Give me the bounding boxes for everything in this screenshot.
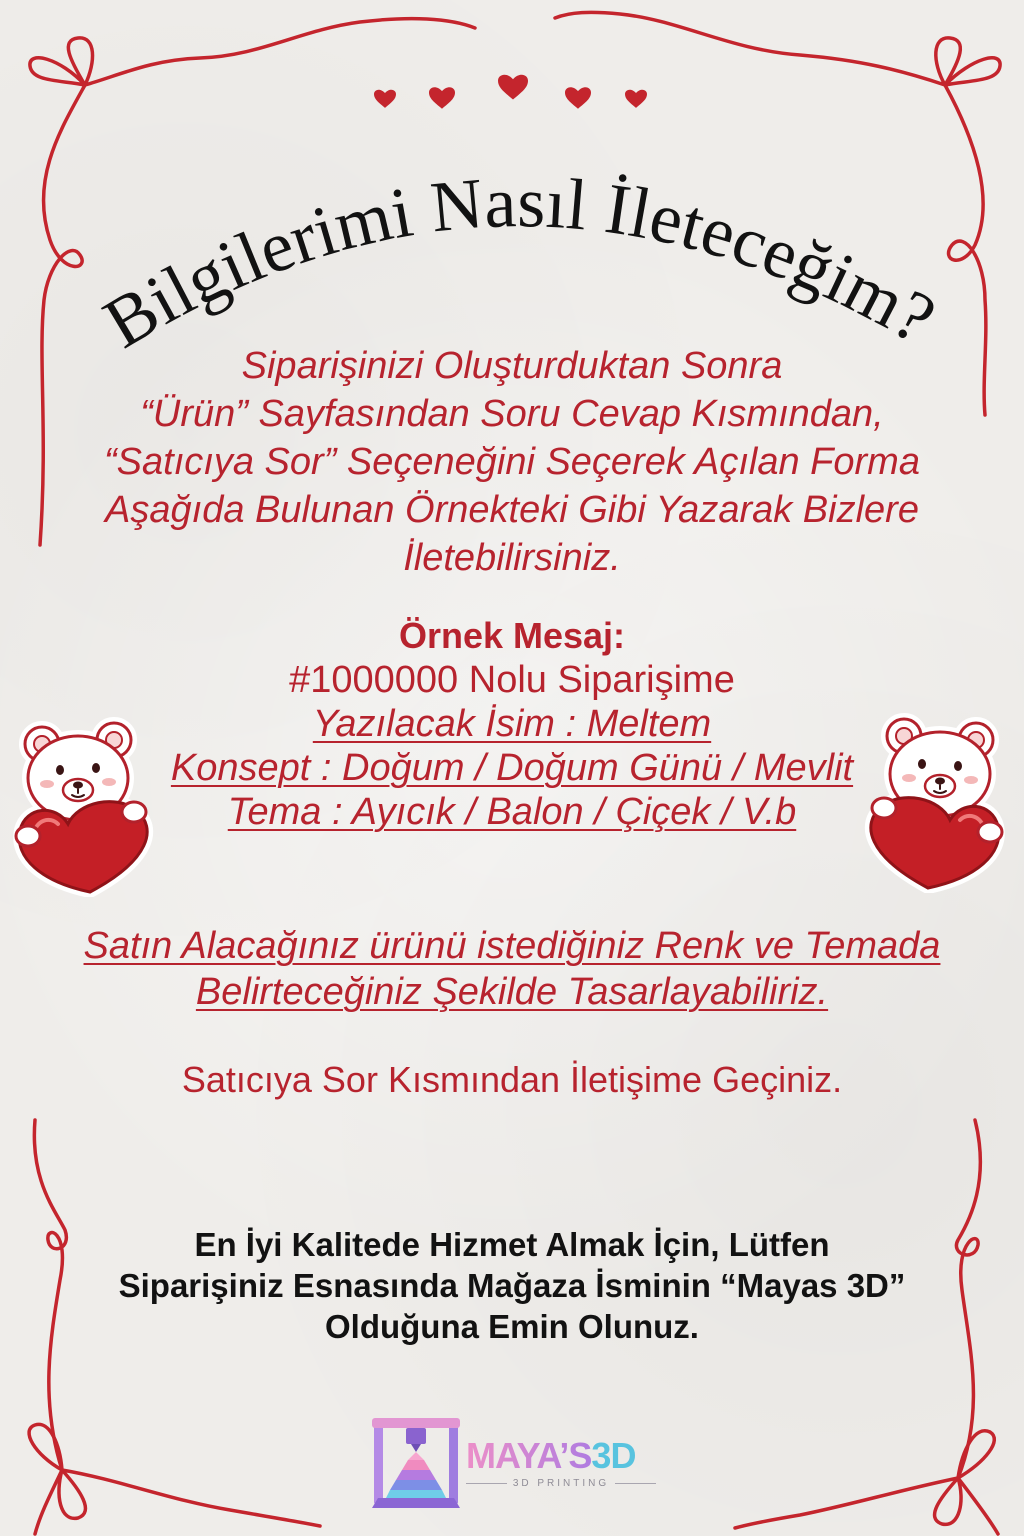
hearts-row bbox=[374, 75, 647, 109]
top-left-ribbon bbox=[85, 19, 475, 85]
notice-line: Siparişiniz Esnasında Mağaza İsminin “Mayas 3D” bbox=[118, 1267, 906, 1304]
bottom-right-ribbon bbox=[735, 1478, 958, 1528]
heart-icon bbox=[625, 90, 647, 108]
notice-line: En İyi Kalitede Hizmet Almak İçin, Lütfen bbox=[194, 1226, 830, 1263]
intro-line: “Ürün” Sayfasından Soru Cevap Kısmından, bbox=[140, 393, 884, 435]
brand-suffix: 3D bbox=[591, 1435, 636, 1476]
intro-line: “Satıcıya Sor” Seçeneğini Seçerek Açılan Forma bbox=[104, 441, 920, 483]
intro-line: Siparişinizi Oluşturduktan Sonra bbox=[241, 345, 783, 387]
divider bbox=[615, 1483, 656, 1484]
example-name-text: Yazılacak İsim : Meltem bbox=[312, 703, 712, 745]
bottom-left-ribbon bbox=[62, 1470, 320, 1526]
brand-logo bbox=[466, 1434, 666, 1489]
store-name-notice bbox=[0, 1224, 1024, 1347]
teddy-bear-heart-icon bbox=[0, 712, 168, 897]
teddy-bear-heart-icon bbox=[850, 708, 1018, 893]
heart-icon bbox=[374, 90, 396, 108]
page-title-text: Bilgilerimi Nasıl İleteceğim? bbox=[90, 162, 949, 364]
design-note-line bbox=[0, 969, 1024, 1015]
design-note-text: Satın Alacağınız ürünü istediğiniz Renk ve Temada bbox=[83, 925, 941, 967]
page-title bbox=[90, 162, 948, 363]
3d-printer-logo-icon bbox=[368, 1412, 464, 1512]
heart-icon bbox=[429, 87, 455, 108]
top-right-ribbon bbox=[555, 12, 945, 85]
design-note bbox=[0, 923, 1024, 1015]
intro-line: İletebilirsiniz. bbox=[403, 537, 621, 579]
brand-tagline-row bbox=[466, 1478, 656, 1489]
intro-paragraph bbox=[0, 342, 1024, 582]
heart-icon bbox=[498, 75, 528, 100]
contact-note bbox=[0, 1056, 1024, 1104]
notice-line: Olduğuna Emin Olunuz. bbox=[325, 1308, 699, 1345]
example-theme-text: Tema : Ayıcık / Balon / Çiçek / V.b bbox=[227, 791, 797, 833]
divider bbox=[466, 1483, 507, 1484]
intro-line: Aşağıda Bulunan Örnekteki Gibi Yazarak Bizlere bbox=[105, 489, 919, 531]
example-concept-text: Konsept : Doğum / Doğum Günü / Mevlit bbox=[170, 747, 854, 789]
design-note-text: Belirteceğiniz Şekilde Tasarlayabiliriz. bbox=[195, 971, 829, 1013]
brand-wordmark bbox=[466, 1434, 666, 1478]
contact-line: Satıcıya Sor Kısmından İletişime Geçiniz. bbox=[181, 1059, 843, 1100]
example-order-line: #1000000 Nolu Siparişime bbox=[289, 659, 735, 701]
design-note-line bbox=[0, 923, 1024, 969]
brand-name: MAYA’S bbox=[466, 1435, 592, 1476]
brand-tagline: 3D PRINTING bbox=[512, 1478, 610, 1489]
heart-icon bbox=[565, 87, 591, 108]
example-heading: Örnek Mesaj: bbox=[398, 615, 626, 656]
